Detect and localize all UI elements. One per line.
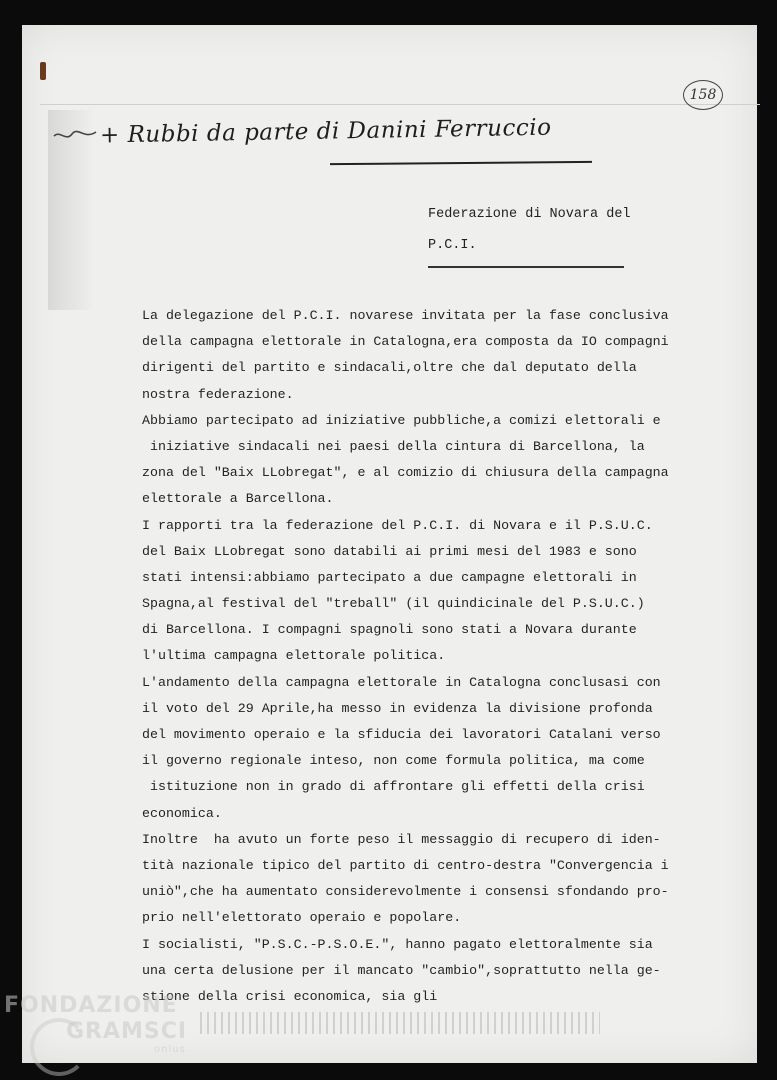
body-line: una certa delusione per il mancato "cambio",soprattutto nella ge- xyxy=(142,962,661,978)
body-line: prio nell'elettorato operaio e popolare. xyxy=(142,910,462,926)
body-line: iniziative sindacali nei paesi della cintura di Barcellona, la xyxy=(142,438,645,454)
recipient-rule xyxy=(428,266,624,268)
body-line: L'andamento della campagna elettorale in Catalogna conclusasi con xyxy=(142,674,661,690)
body-line: istituzione non in grado di affrontare gli effetti della crisi xyxy=(142,779,645,795)
recipient-line-1: Federazione di Novara del xyxy=(428,207,631,222)
scribble-mark xyxy=(52,126,98,146)
handwritten-note: + Rubbi da parte di Danini Ferruccio xyxy=(99,114,552,149)
body-line: del movimento operaio e la sfiducia dei lavoratori Catalani verso xyxy=(142,727,661,742)
body-line: stione della crisi economica, sia gli xyxy=(142,988,438,1004)
body-line: della campagna elettorale in Catalogna,era composta da IO compagni xyxy=(142,334,669,350)
body-line: il governo regionale inteso, non come formula politica, ma come xyxy=(142,753,645,769)
watermark xyxy=(4,993,187,1055)
body-line: stati intensi:abbiamo partecipato a due campagne elettorali in xyxy=(142,569,637,585)
letter-body xyxy=(142,303,702,1010)
body-line: dirigenti del partito e sindacali,oltre che dal deputato della xyxy=(142,360,637,376)
watermark-line-3: onlus xyxy=(154,1044,186,1055)
body-line: economica. xyxy=(142,805,222,821)
photocopy-edge xyxy=(40,104,760,105)
body-line: nostra federazione. xyxy=(142,386,294,402)
body-line: l'ultima campagna elettorale politica. xyxy=(142,648,446,664)
watermark-line-2: GRAMSCI xyxy=(66,1019,188,1044)
body-line: tità nazionale tipico del partito di centro-destra "Convergencia i xyxy=(142,857,669,873)
body-line: Spagna,al festival del "treball" (il quindicinale del P.S.U.C.) xyxy=(142,596,645,612)
recipient-block xyxy=(428,199,631,261)
recipient-line-2: P.C.I. xyxy=(428,238,477,253)
body-line: Inoltre ha avuto un forte peso il messaggio di recupero di iden- xyxy=(142,831,661,847)
body-line: zona del "Baix LLobregat", e al comizio di chiusura della campagna xyxy=(142,465,669,481)
body-line: il voto del 29 Aprile,ha messo in evidenza la divisione profonda xyxy=(142,700,653,716)
bottom-scan-noise xyxy=(200,1012,600,1034)
body-line: del Baix LLobregat sono databili ai primi mesi del 1983 e sono xyxy=(142,543,637,559)
body-line: I rapporti tra la federazione del P.C.I. di Novara e il P.S.U.C. xyxy=(142,517,653,533)
body-line: elettorale a Barcellona. xyxy=(142,491,334,507)
page-number-stamp: 158 xyxy=(683,80,723,110)
ink-mark xyxy=(40,62,46,80)
body-line: La delegazione del P.C.I. novarese invitata per la fase conclusiva xyxy=(142,308,669,323)
body-line: uniò",che ha aumentato considerevolmente i consensi sfondando pro- xyxy=(142,884,669,900)
watermark-line-1: FONDAZIONE xyxy=(4,993,178,1018)
body-line: I socialisti, "P.S.C.-P.S.O.E.", hanno pagato elettoralmente sia xyxy=(142,936,653,952)
body-line: Abbiamo partecipato ad iniziative pubbliche,a comizi elettorali e xyxy=(142,412,661,428)
body-line: di Barcellona. I compagni spagnoli sono stati a Novara durante xyxy=(142,622,637,638)
